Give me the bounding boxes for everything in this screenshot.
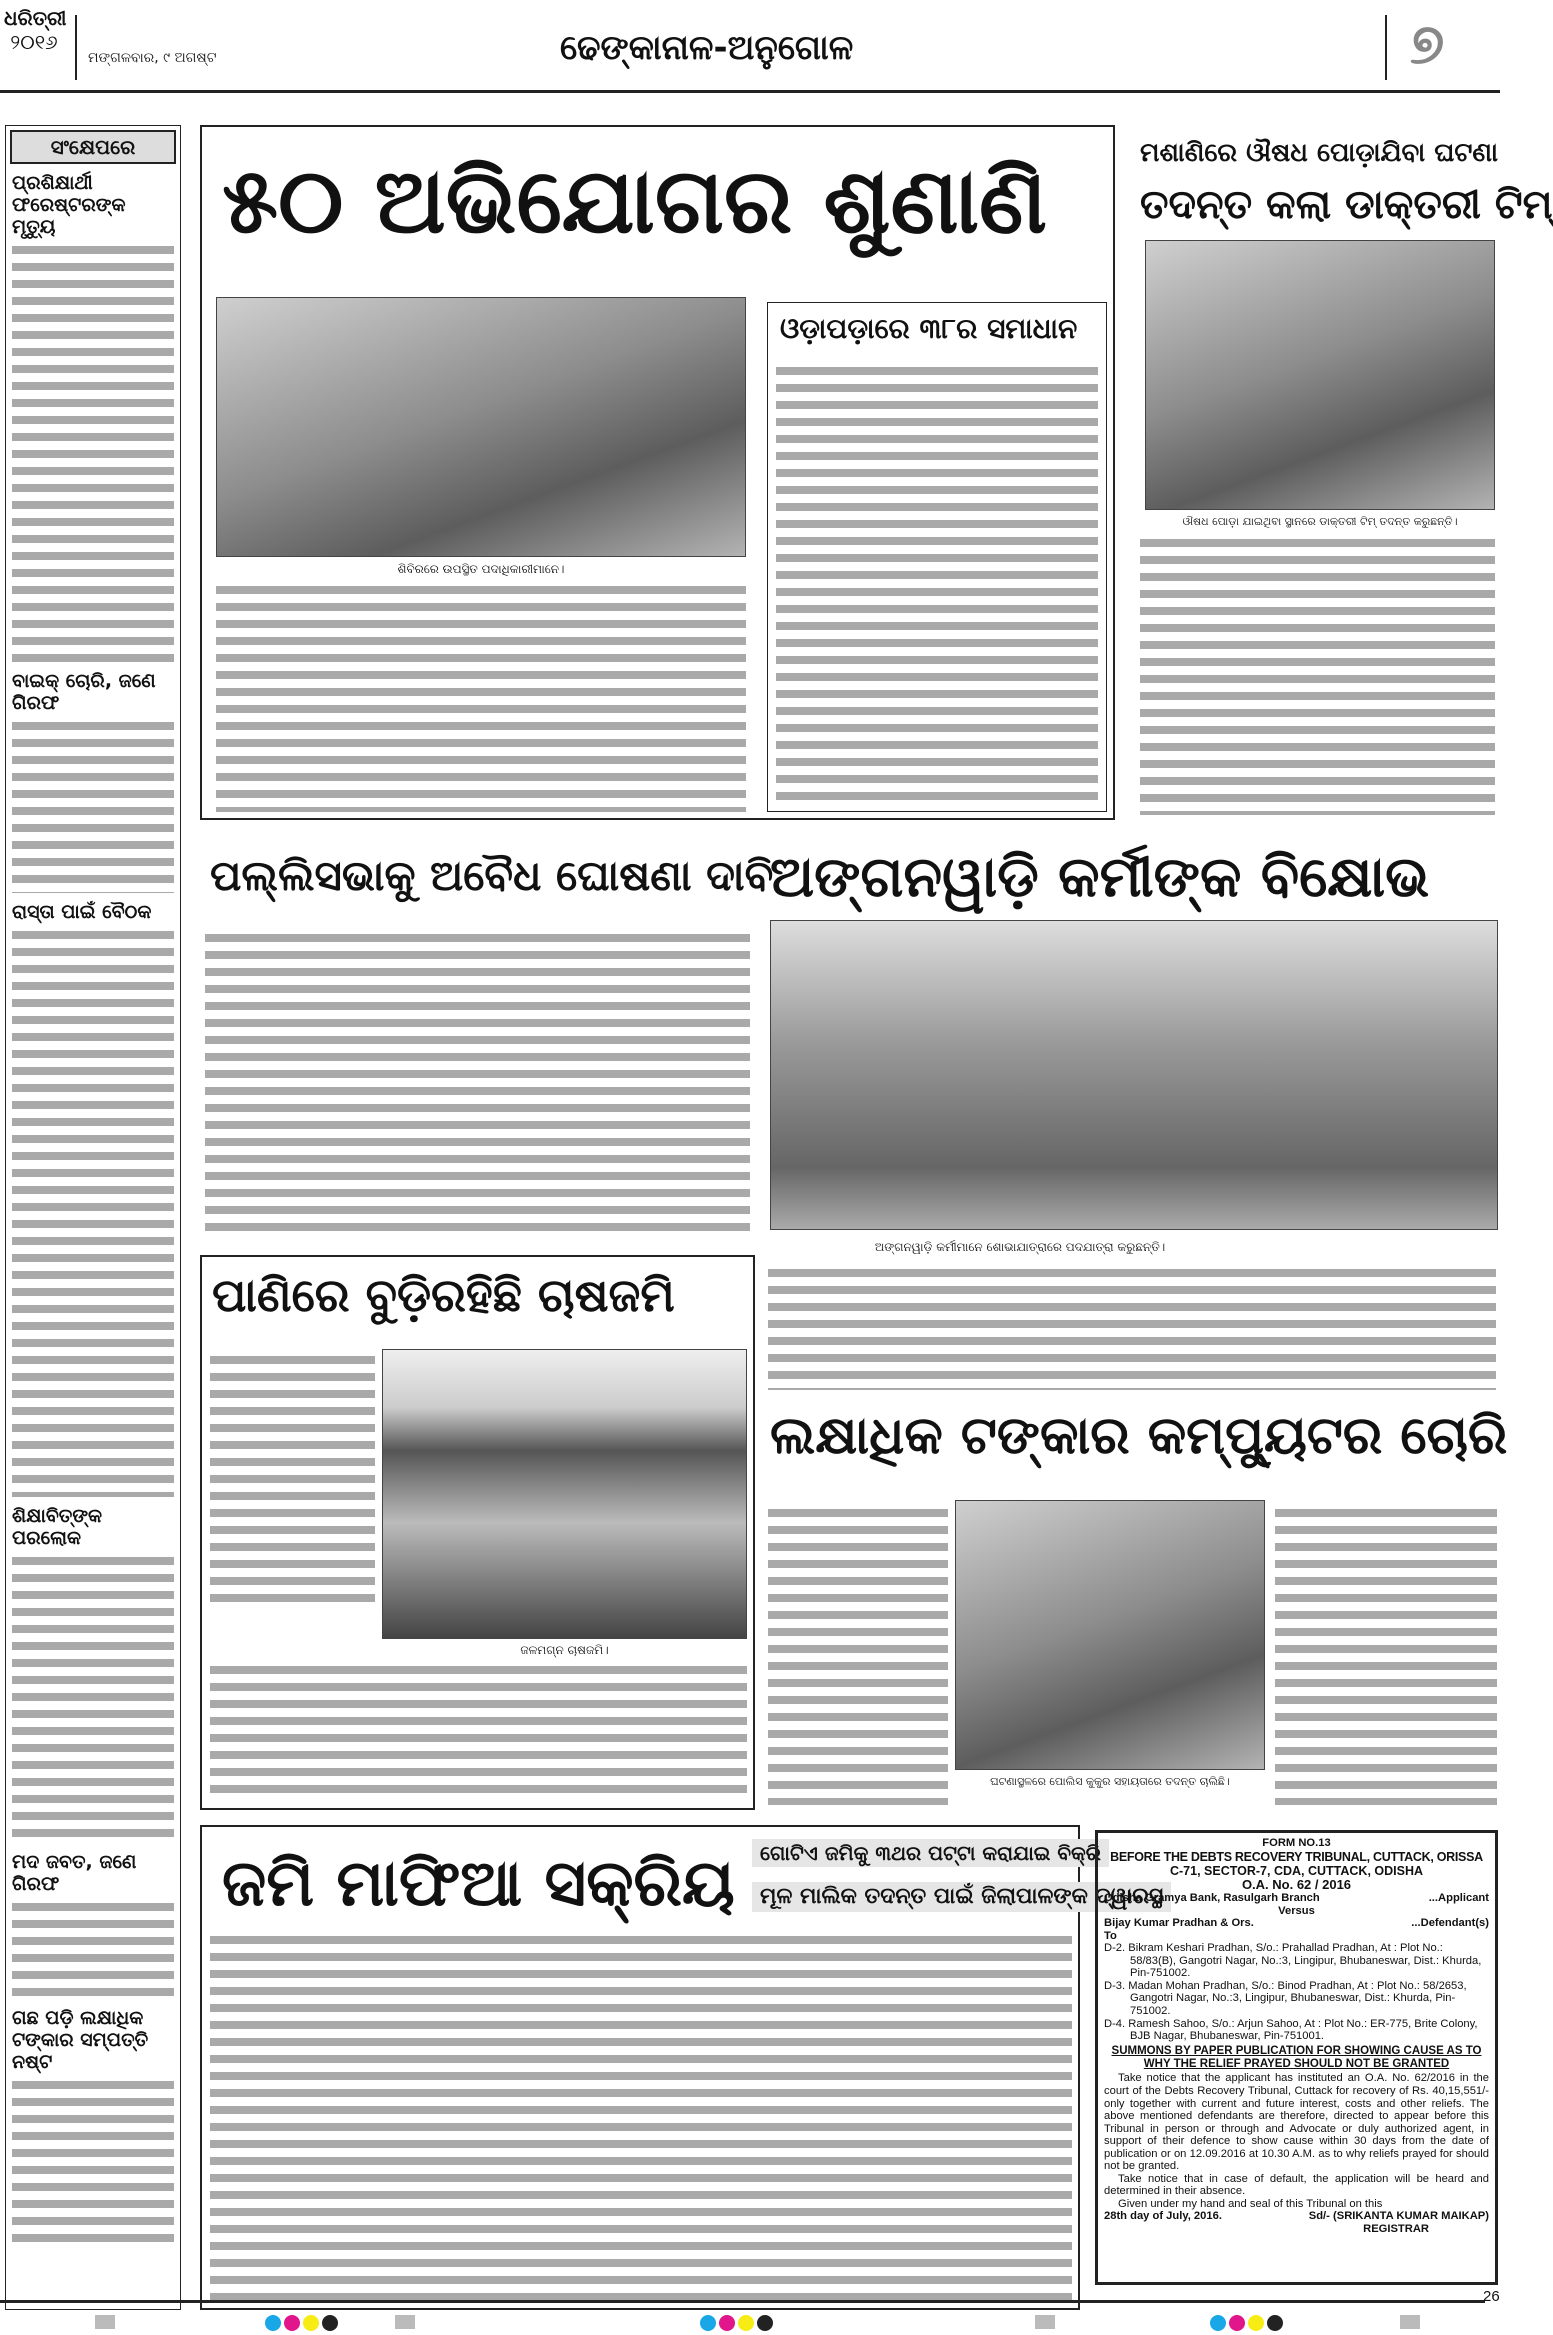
brief-headline: ବାଇକ୍ ଚୋରି, ଜଣେ ଗିରଫ [12,670,156,714]
article-body [12,1553,174,1843]
deck: ମୂଳ ମାଲିକ ତଦନ୍ତ ପାଇଁ ଜିଲାପାଳଙ୍କ ଦ୍ୱାରସ୍ଥ [752,1882,1171,1912]
article-body [210,1352,375,1602]
brief-headline: ଶିକ୍ଷାବିତ୍‌ଙ୍କ ପରଲୋକ [12,1505,103,1549]
article-body [12,242,174,662]
registration-marks [0,2315,1500,2333]
article-body [1275,1505,1497,1805]
folio: 26 [1483,2288,1500,2305]
divider [1385,15,1387,80]
issue-date: ମଙ୍ଗଳବାର, ୯ ଅଗଷ୍ଟ [88,50,217,66]
header-rule [0,90,1500,93]
masthead-logo: ଧରିତ୍ରୀ ୨୦୧୬ [4,6,67,54]
sidebar-box [767,302,1107,812]
photo-flooded-field [382,1349,747,1639]
headline: ଅଙ୍ଗନୱାଡ଼ି କର୍ମୀଙ୍କ ବିକ୍ଷୋଭ [770,845,1430,910]
headline: ପାଣିରେ ବୁଡ଼ିରହିଛି ଚାଷଜମି [212,1268,675,1322]
footer-rule [0,2300,1485,2303]
page-number: ୭ [1410,12,1445,77]
headline: ପଲ୍ଲିସଭାକୁ ଅବୈଧ ଘୋଷଣା ଦାବି [210,851,774,900]
headline: ୫୦ ଅଭିଯୋଗର ଶୁଣାଣି [222,149,1048,254]
deck: ଗୋଟିଏ ଜମିକୁ ୩ଥର ପଟ୍ଟା କରାଯାଇ ବିକ୍ରି [752,1839,1109,1867]
sidebar-headline: ଓଡ଼ାପଡ଼ାରେ ୩୮ର ସମାଧାନ [780,312,1078,345]
article-body [768,1505,948,1805]
story-land-mafia [200,1825,1163,2310]
article-body [12,718,174,893]
story-flood [200,1255,755,1810]
article-body [210,1662,747,1802]
divider [75,15,77,80]
brief-column [5,125,181,2310]
photo-meeting [216,297,746,557]
photo-caption: ଘଟଣାସ୍ଥଳରେ ପୋଲିସ କୁକୁର ସହାୟତାରେ ତଦନ୍ତ ଚାଲିଛି। [990,1775,1230,1788]
story-hearing [200,125,1115,820]
article-body [210,1932,1072,2302]
article-body [12,2077,174,2247]
article-body [776,363,1098,803]
photo-medicine-site [1145,240,1495,510]
article-body [205,930,750,1235]
photo-caption: ଔଷଧ ପୋଡ଼ା ଯାଇଥିବା ସ୍ଥାନରେ ଡାକ୍ତରୀ ଟିମ୍ ତଦନ୍ତ କରୁଛନ୍ତି। [1182,515,1458,528]
photo-police-dog [955,1500,1265,1770]
photo-caption: ଶିବିରରେ ଉପସ୍ଥିତ ପଦାଧିକାରୀମାନେ। [397,562,565,576]
photo-caption: ଜଳମଗ୍ନ ଚାଷଜମି। [520,1643,609,1657]
brief-headline: ଗଛ ପଡ଼ି ଲକ୍ଷାଧିକ ଟଙ୍କାର ସମ୍ପତ୍ତି ନଷ୍ଟ [12,2007,149,2073]
legal-notice: FORM NO.13 BEFORE THE DEBTS RECOVERY TRIBUNAL, CUTTACK, ORISSA C-71, SECTOR-7, CDA, CUTTACK, ODISHA O.A. No. 62 / 2016 Odisha Gramya Bank, Rasulgarh Branch ...Applicant Versus Bijay Kumar Pradhan & Ors. ...Defendant(s) To D-2. Bikram Keshari Pradhan, S/o.: Prahallad Pradhan, At : Plot No.: 58/83(B), Gangotri Nagar, No.:3, Lingipur, Bhubaneswar, Dist.: Khurda, Pin-751002. D-3. Madan Mohan Pradhan, S/o.: Binod Pradhan, At : Plot No.: 58/2653, Gangotri Nagar, No.:3, Lingipur, Bhubaneswar, Dist.: Khurda, Pin-751002. D-4. Ramesh Sahoo, S/o.: Arjun Sahoo, At : Plot No.: ER-775, Brite Colony, BJB Nagar, Bhubaneswar, Pin-751001. SUMMONS BY PAPER PUBLICATION FOR SHOWING CAUSE AS TO WHY THE RELIEF PRAYED SHOULD NOT BE GRANTED Take notice that the applicant has instituted an O.A. No. 62/2016 in the court of the Debts Recovery Tribunal, Cuttack for recovery of Rs. 40,15,551/- only together with current and future interest, costs and other reliefs. The above mentioned defendants are therefore, directed to appear before this Tribunal in person or through and Advocate or duly authorized agent, in support of their defence to show cause within 30 days from the date of publication or on 12.09.2016 at 10.30 A.M. as to why reliefs prayed for should not be granted. Take notice that in case of default, the application will be heard and determined in their absence. Given under my hand and seal of this Tribunal on this 28th day of July, 2016. Sd/- (SRIKANTA KUMAR MAIKAP) REGISTRAR [1095,1830,1498,2285]
brief-headline: ମଦ ଜବତ, ଜଣେ ଗିରଫ [12,1851,137,1895]
kicker: ମଶାଣିରେ ଔଷଧ ପୋଡ଼ାଯିବା ଘଟଣା [1140,138,1499,168]
headline: ଲକ୍ଷାଧିକ ଟଙ୍କାର କମ୍ପ୍ୟୁଟର ଚୋରି [770,1406,1508,1466]
article-body [12,1899,174,1999]
brief-headline: ପ୍ରଶିକ୍ଷାର୍ଥୀ ଫରେଷ୍ଟରଙ୍କ ମୃତ୍ୟୁ [12,172,126,238]
article-body [12,927,174,1497]
headline: ଜମି ମାଫିଆ ସକ୍ରିୟ [222,1847,735,1921]
photo-caption: ଅଙ୍ଗନୱାଡ଼ି କର୍ମୀମାନେ ଶୋଭାଯାତ୍ରାରେ ପଦଯାତ୍ରା କରୁଛନ୍ତି। [874,1240,1166,1254]
headline: ତଦନ୍ତ କଲା ଡାକ୍ତରୀ ଟିମ୍ [1140,182,1553,228]
brief-title: ସଂକ୍ଷେପରେ [10,130,176,164]
brief-headline: ରାସ୍ତା ପାଇଁ ବୈଠକ [12,901,152,923]
article-body [1140,535,1495,815]
photo-anganwadi-rally [770,920,1498,1230]
section-title: ଢେଙ୍କାନାଳ-ଅନୁଗୋଳ [560,28,854,68]
article-body [216,582,746,812]
article-body [768,1265,1496,1390]
